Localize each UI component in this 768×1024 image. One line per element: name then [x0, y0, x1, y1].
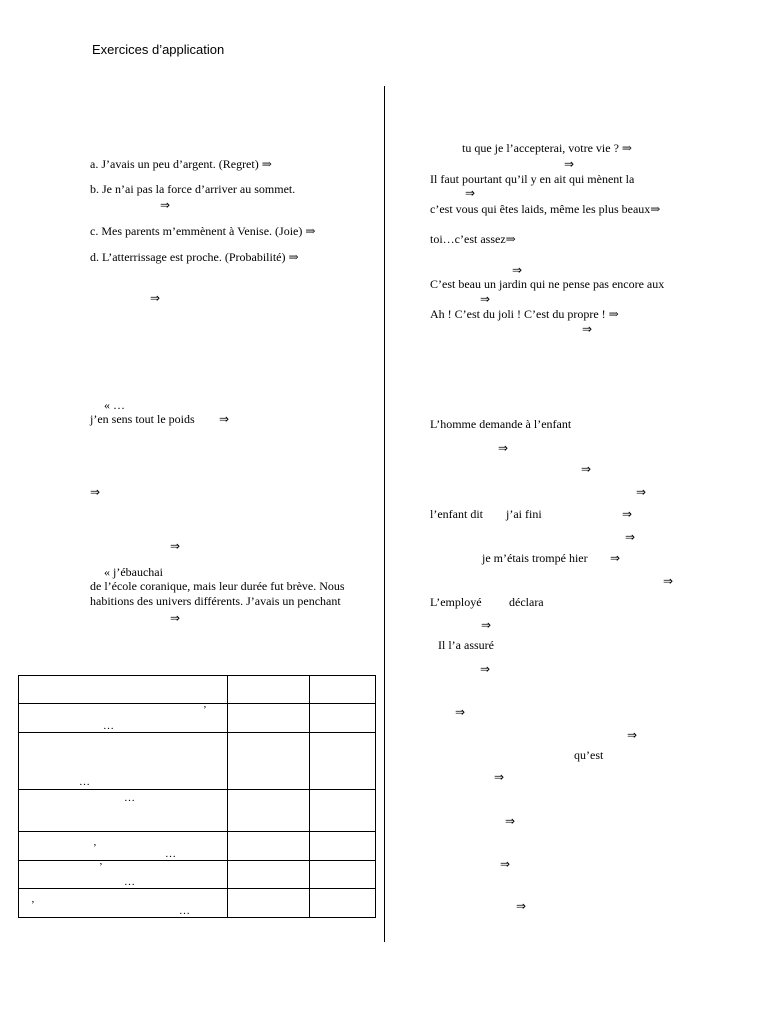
ellipsis-mark: …: [124, 876, 135, 888]
arrow-icon: ⇒: [480, 662, 491, 676]
table-cell: [228, 861, 310, 889]
ah-line: [430, 307, 619, 321]
jai-fini-line: j’ai fini: [506, 507, 542, 521]
ellipsis-mark: …: [103, 720, 114, 732]
quest-line: qu’est: [574, 748, 604, 762]
arrow-icon: ⇒: [170, 539, 181, 553]
arrow-icon: ⇒: [505, 232, 516, 246]
table-cell: [310, 733, 376, 790]
arrow-icon: ⇒: [160, 198, 171, 212]
column-divider: [384, 86, 385, 942]
assure-line: Il l’a assuré: [438, 638, 494, 652]
ecole-line: de l’école coranique, mais leur durée fut brève. Nous: [90, 579, 345, 593]
table-cell: [228, 676, 310, 704]
page-title: Exercices d’application: [92, 42, 225, 57]
table-cell: [228, 733, 310, 790]
table-cell: [228, 889, 310, 918]
arrow-icon: ⇒: [494, 770, 505, 784]
arrow-icon: ⇒: [582, 322, 593, 336]
homme-line: L’homme demande à l’enfant: [430, 417, 572, 431]
arrow-icon: ⇒: [650, 202, 661, 216]
table-cell: [310, 704, 376, 733]
arrow-icon: ⇒: [610, 551, 621, 565]
table-cell: [310, 676, 376, 704]
ellipsis-mark: …: [124, 792, 135, 804]
arrow-icon: ⇒: [219, 412, 230, 426]
arrow-icon: ⇒: [455, 705, 466, 719]
table-row: [19, 676, 376, 704]
table-cell: [19, 832, 228, 861]
table-row: [19, 790, 376, 832]
table-row: [19, 733, 376, 790]
table-cell: [19, 733, 228, 790]
table-cell: [19, 889, 228, 918]
toi-text: toi…c’est assez: [430, 232, 506, 246]
arrow-icon: ⇒: [516, 899, 527, 913]
table-cell: [19, 861, 228, 889]
poids-line: j’en sens tout le poids: [90, 412, 195, 426]
table-cell: [310, 832, 376, 861]
employe-line: L’employé: [430, 595, 482, 609]
exercise-c: [90, 224, 315, 238]
apostrophe-mark: ’: [93, 842, 97, 854]
arrow-icon: ⇒: [627, 728, 638, 742]
cest-vous-text: c’est vous qui êtes laids, même les plus beaux: [430, 202, 651, 216]
table-cell: [310, 889, 376, 918]
table-cell: [228, 790, 310, 832]
table-cell: [19, 704, 228, 733]
exercise-b-text: b. Je n’ai pas la force d’arriver au sommet.: [90, 182, 296, 196]
apostrophe-mark: ’: [99, 861, 103, 873]
arrow-icon: ⇒: [608, 307, 619, 321]
arrow-icon: ⇒: [512, 263, 523, 277]
apostrophe-mark: ’: [203, 704, 207, 716]
arrow-icon: ⇒: [150, 291, 161, 305]
arrow-icon: ⇒: [500, 857, 511, 871]
table-cell: [228, 832, 310, 861]
arrow-icon: ⇒: [305, 224, 316, 238]
exercise-a: [90, 157, 272, 171]
jardin-line: C’est beau un jardin qui ne pense pas encore aux: [430, 277, 665, 291]
enfant-dit-line: l’enfant dit: [430, 507, 483, 521]
exercise-c-text: c. Mes parents m’emmènent à Venise. (Joie): [90, 224, 303, 238]
exercise-a-text: a. J’avais un peu d’argent. (Regret): [90, 157, 259, 171]
univers-line: habitions des univers différents. J’avais un penchant: [90, 594, 341, 608]
table-cell: [228, 704, 310, 733]
table-row: [19, 832, 376, 861]
tu-que-text: tu que je l’accepterai, votre vie ?: [462, 141, 619, 155]
arrow-icon: ⇒: [625, 530, 636, 544]
table-row: [19, 861, 376, 889]
arrow-icon: ⇒: [170, 611, 181, 625]
trompe-line: [482, 551, 588, 565]
quote-start: « …: [104, 398, 125, 412]
arrow-icon: ⇒: [621, 141, 632, 155]
ah-text: Ah ! C’est du joli ! C’est du propre !: [430, 307, 606, 321]
tu-que-line: [462, 141, 632, 155]
exercise-table: [18, 675, 376, 918]
arrow-icon: ⇒: [480, 292, 491, 306]
arrow-icon: ⇒: [622, 507, 633, 521]
trompe-text: je m’étais trompé hier: [482, 551, 588, 565]
arrow-icon: ⇒: [505, 814, 516, 828]
table-row: [19, 889, 376, 918]
arrow-icon: ⇒: [261, 157, 272, 171]
arrow-icon: ⇒: [90, 485, 101, 499]
arrow-icon: ⇒: [636, 485, 647, 499]
table-row: [19, 704, 376, 733]
exercise-d-text: d. L’atterrissage est proche. (Probabilité): [90, 250, 286, 264]
ellipsis-mark: …: [79, 776, 90, 788]
arrow-icon: ⇒: [581, 462, 592, 476]
declara-line: déclara: [509, 595, 544, 609]
arrow-icon: ⇒: [663, 574, 674, 588]
table-cell: [19, 676, 228, 704]
arrow-icon: ⇒: [498, 441, 509, 455]
table-cell: [310, 790, 376, 832]
ellipsis-mark: …: [179, 905, 190, 917]
exercise-d: [90, 250, 299, 264]
table-cell: [19, 790, 228, 832]
ebauchai-line: « j’ébauchai: [104, 565, 163, 579]
arrow-icon: ⇒: [465, 186, 476, 200]
ellipsis-mark: …: [165, 848, 176, 860]
toi-line: [430, 232, 516, 246]
apostrophe-mark: ’: [31, 899, 35, 911]
il-faut-line: Il faut pourtant qu’il y en ait qui mènent la: [430, 172, 635, 186]
arrow-icon: ⇒: [564, 157, 575, 171]
arrow-icon: ⇒: [288, 250, 299, 264]
table-cell: [310, 861, 376, 889]
cest-vous-line: [430, 202, 660, 216]
arrow-icon: ⇒: [481, 618, 492, 632]
